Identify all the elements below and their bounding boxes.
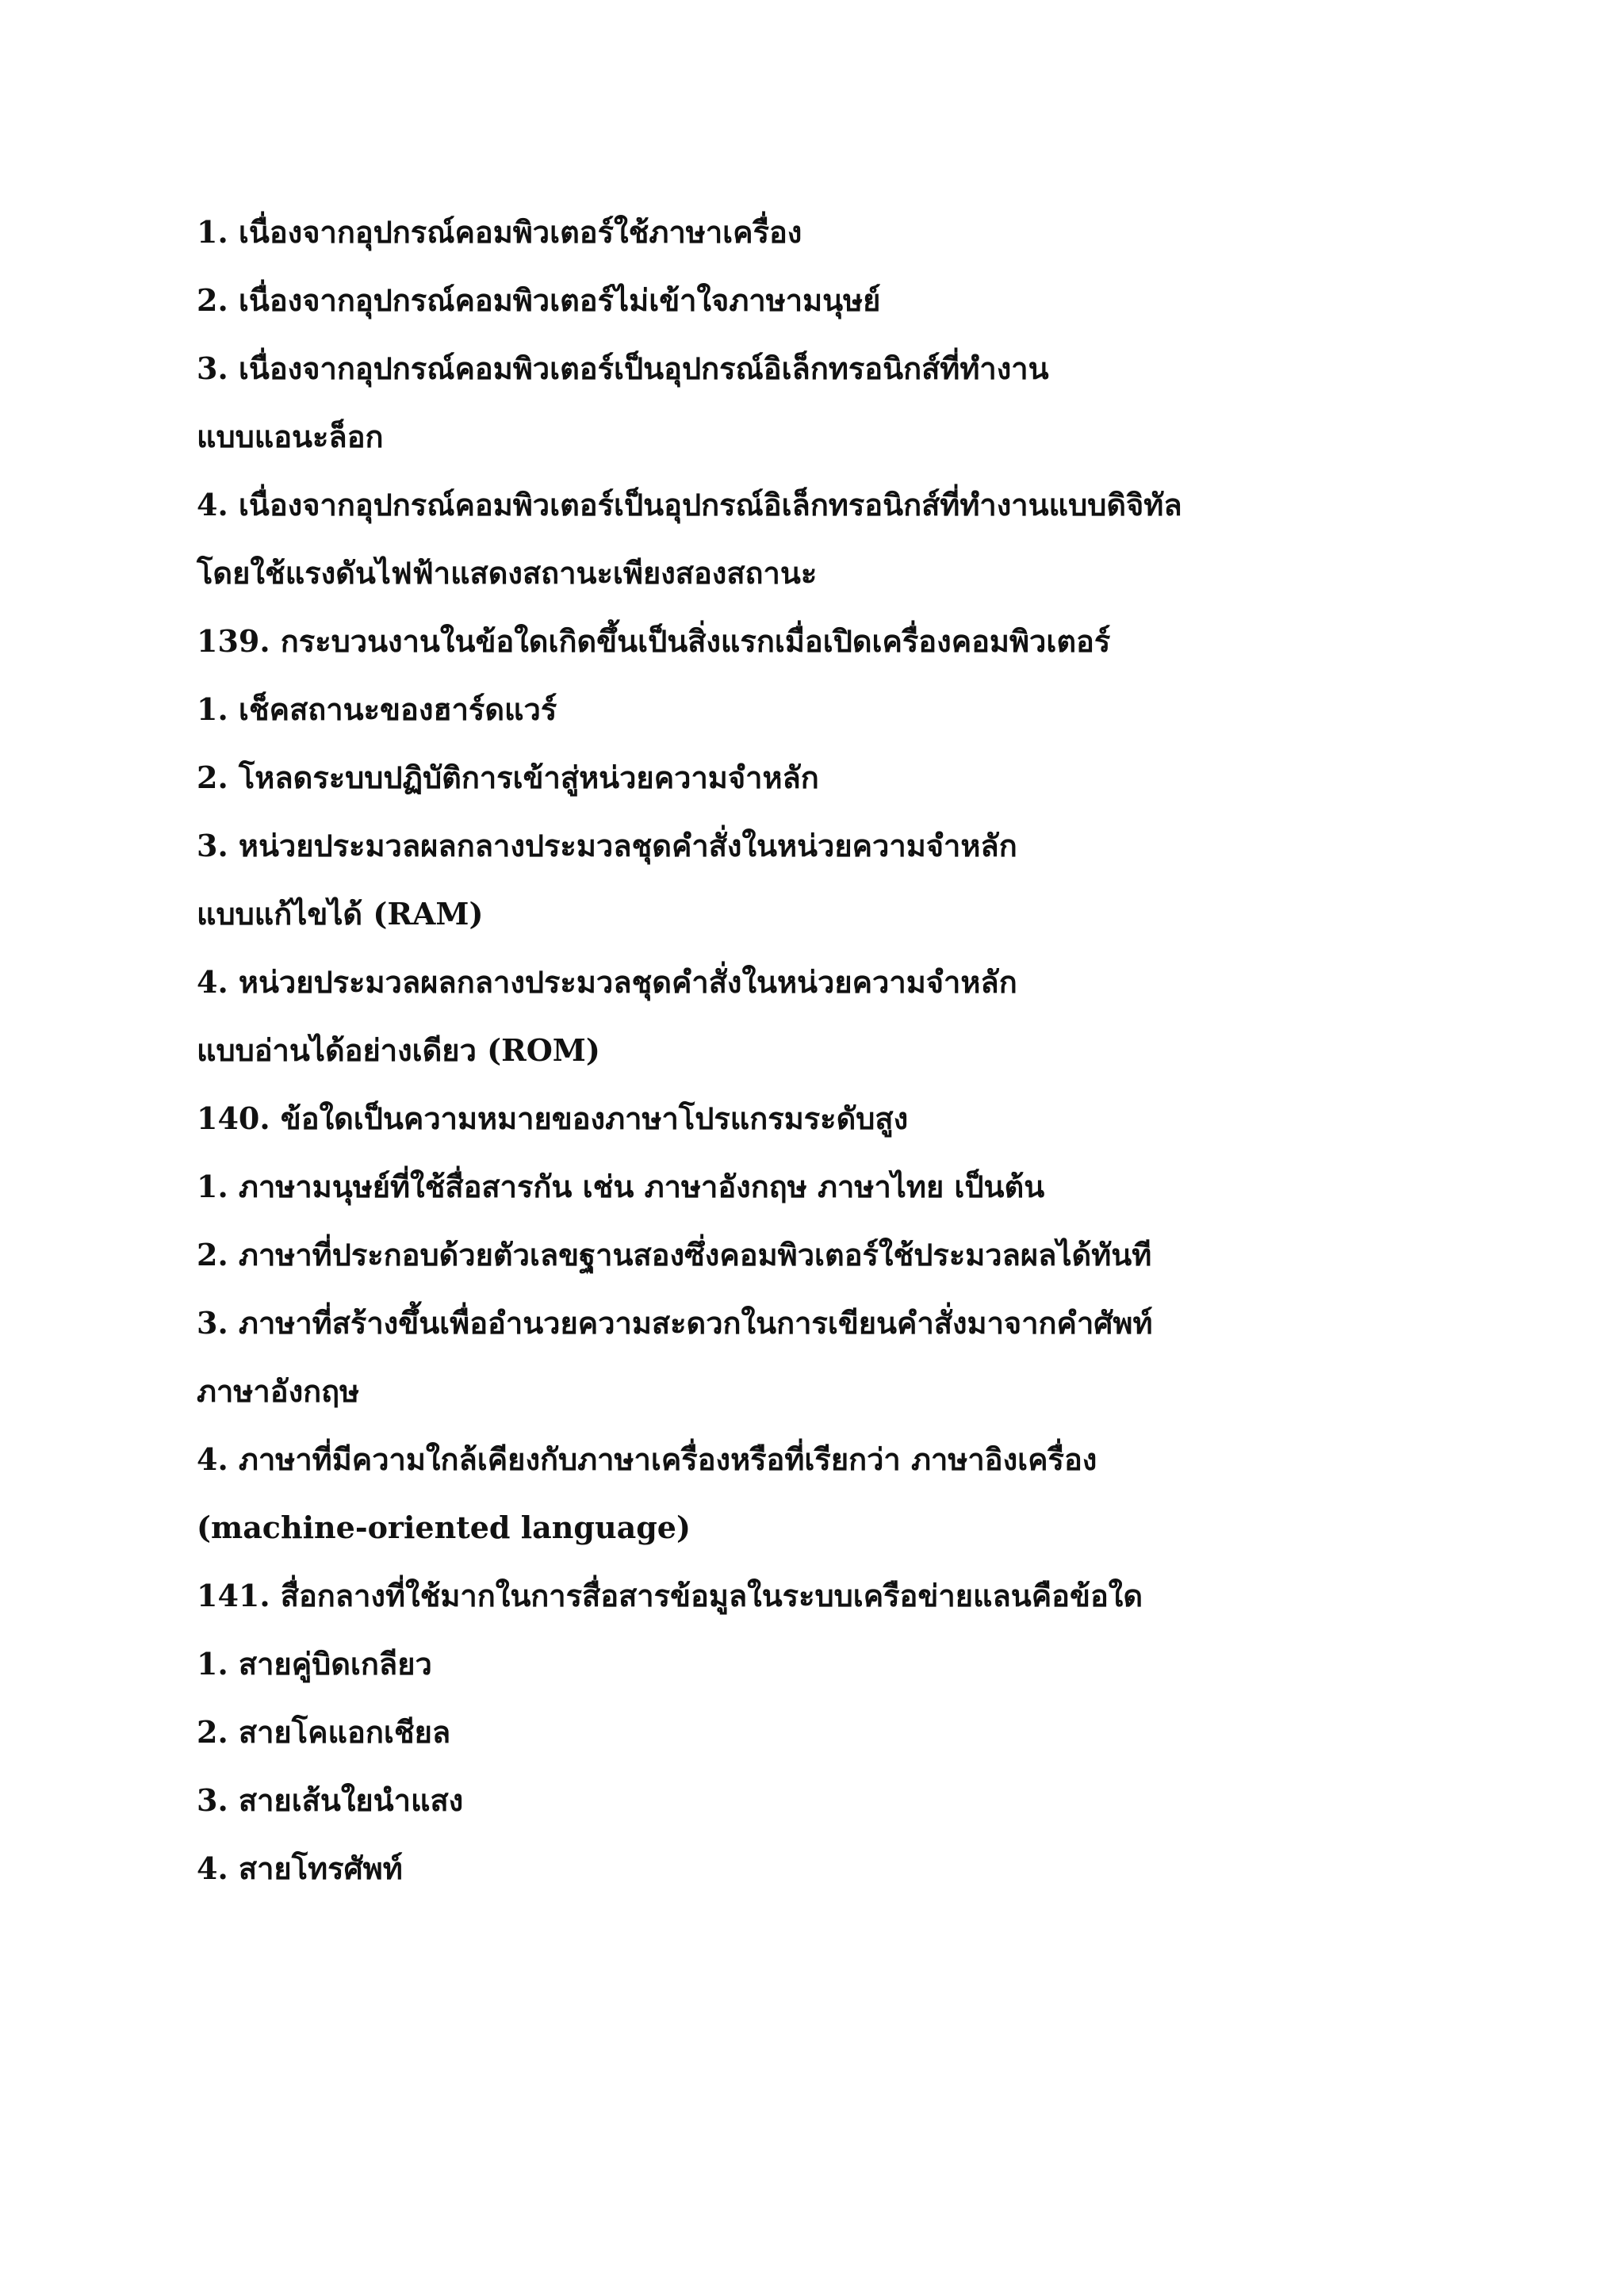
answer-option-4: 4. เนื่องจากอุปกรณ์คอมพิวเตอร์เป็นอุปกรณ์อิเล็กทรอนิกส์ที่ทำงานแบบดิจิทัล [197,487,1182,522]
q140-option-4-continued: (machine-oriented language) [197,1510,691,1545]
q139-option-3-continued: แบบแก้ไขได้ (RAM) [197,896,484,932]
answer-option-2: 2. เนื่องจากอุปกรณ์คอมพิวเตอร์ไม่เข้าใจภาษามนุษย์ [197,282,881,318]
q140-option-3: 3. ภาษาที่สร้างขึ้นเพื่ออำนวยความสะดวกในการเขียนคำสั่งมาจากคำศัพท์ [197,1305,1153,1341]
q140-option-3-continued: ภาษาอังกฤษ [197,1373,360,1409]
q140-option-4: 4. ภาษาที่มีความใกล้เคียงกับภาษาเครื่องหรือที่เรียกว่า ภาษาอิงเครื่อง [197,1441,1097,1477]
q139-option-3: 3. หน่วยประมวลผลกลางประมวลชุดคำสั่งในหน่วยความจำหลัก [197,828,1017,863]
q139-option-4-continued: แบบอ่านได้อย่างเดียว (ROM) [197,1032,600,1068]
q141-option-4: 4. สายโทรศัพท์ [197,1850,403,1886]
q140-option-2: 2. ภาษาที่ประกอบด้วยตัวเลขฐานสองซึ่งคอมพิวเตอร์ใช้ประมวลผลได้ทันที [197,1237,1152,1272]
question-141: 141. สื่อกลางที่ใช้มากในการสื่อสารข้อมูลในระบบเครือข่ายแลนคือข้อใด [197,1578,1143,1613]
question-139: 139. กระบวนงานในข้อใดเกิดขึ้นเป็นสิ่งแรกเมื่อเปิดเครื่องคอมพิวเตอร์ [197,623,1111,659]
q139-option-2: 2. โหลดระบบปฏิบัติการเข้าสู่หน่วยความจำหลัก [197,760,819,795]
answer-option-3: 3. เนื่องจากอุปกรณ์คอมพิวเตอร์เป็นอุปกรณ์อิเล็กทรอนิกส์ที่ทำงาน [197,350,1049,386]
answer-option-3-continued: แบบแอนะล็อก [197,419,384,454]
question-140: 140. ข้อใดเป็นความหมายของภาษาโปรแกรมระดับสูง [197,1100,909,1136]
answer-option-1: 1. เนื่องจากอุปกรณ์คอมพิวเตอร์ใช้ภาษาเครื่อง [197,214,802,250]
q141-option-3: 3. สายเส้นใยนำแสง [197,1782,464,1818]
answer-option-4-continued: โดยใช้แรงดันไฟฟ้าแสดงสถานะเพียงสองสถานะ [197,555,818,591]
q139-option-1: 1. เช็คสถานะของฮาร์ดแวร์ [197,691,557,727]
q141-option-2: 2. สายโคแอกเชียล [197,1714,451,1750]
q141-option-1: 1. สายคู่บิดเกลียว [197,1646,432,1682]
q140-option-1: 1. ภาษามนุษย์ที่ใช้สื่อสารกัน เช่น ภาษาอังกฤษ ภาษาไทย เป็นต้น [197,1169,1045,1204]
document-body [197,209,1545,1913]
q139-option-4: 4. หน่วยประมวลผลกลางประมวลชุดคำสั่งในหน่วยความจำหลัก [197,964,1017,1000]
